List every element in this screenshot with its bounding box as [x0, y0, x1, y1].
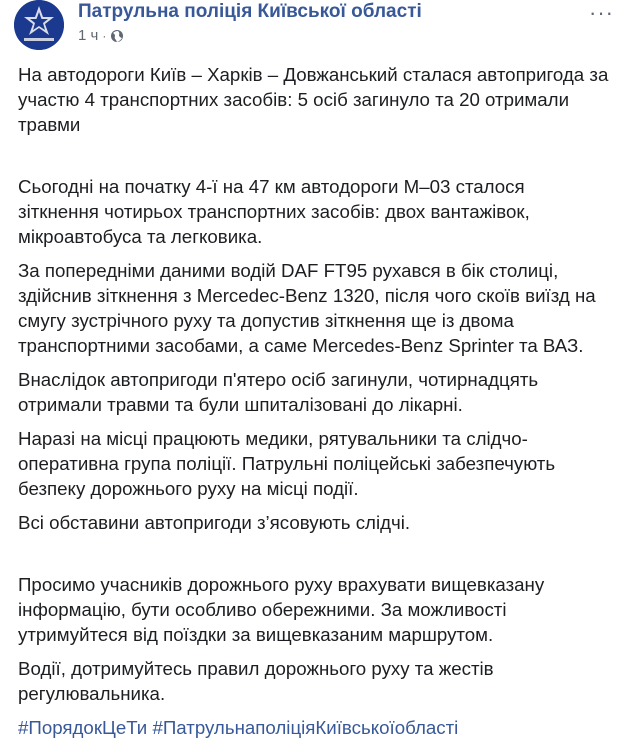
page-name-link[interactable]: Патрульна поліція Київської області [78, 1, 422, 22]
hashtag-link[interactable]: #ПатрульнаполіціяКиївськоїобласті [152, 717, 459, 738]
post-paragraph: Внаслідок автопригоди п'ятеро осіб загинули, чотирнадцять отримали травми та були шпиталізовані до лікарні. [18, 369, 539, 415]
post-paragraph: Просимо учасників дорожнього руху врахувати вищевказану інформацію, бути особливо обережними. За можливості утримуйтеся від поїздки за вищевказаним маршрутом. [18, 574, 545, 645]
post-meta [78, 27, 124, 44]
globe-icon[interactable] [110, 29, 124, 43]
police-badge-icon [14, 0, 64, 50]
post-paragraph: Наразі на місці працюють медики, рятувальники та слідчо-оперативна група поліції. Патрульні поліцейські забезпечують безпеку дорожнього руху на місці події. [18, 428, 556, 499]
post-paragraph: За попередніми даними водій DAF FT95 рухався в бік столиці, здійснив зіткнення з Mercedec-Benz 1320, після чого скоїв виїзд на смугу зустрічного руху та допустив зіткнення ще із двома транспортними засобами, а саме Mercedes-Benz Sprinter та ВАЗ. [18, 260, 596, 356]
post-header [14, 0, 614, 50]
more-options-icon[interactable]: ··· [589, 0, 614, 25]
post-paragraph: Всі обставини автопригоди з’ясовують слідчі. [18, 512, 411, 533]
post-paragraph: Водії, дотримуйтесь правил дорожнього руху та жестів регулювальника. [18, 658, 494, 704]
post-paragraph: На автодороги Київ – Харків – Довжанський сталася автопригода за участю 4 транспортних засобів: 5 осіб загинуло та 20 отримали травми [18, 64, 609, 135]
post-body [18, 62, 610, 706]
page-avatar[interactable] [14, 0, 64, 50]
post-time[interactable]: 1 ч [78, 27, 99, 44]
post-paragraph: Сьогодні на початку 4-ї на 47 км автодороги М–03 сталося зіткнення чотирьох транспортних засобів: двох вантажівок, мікроавтобуса та легковика. [18, 176, 530, 247]
hashtags [18, 715, 458, 740]
separator-dot: · [102, 28, 107, 43]
hashtag-link[interactable]: #ПорядокЦеТи [18, 717, 148, 738]
